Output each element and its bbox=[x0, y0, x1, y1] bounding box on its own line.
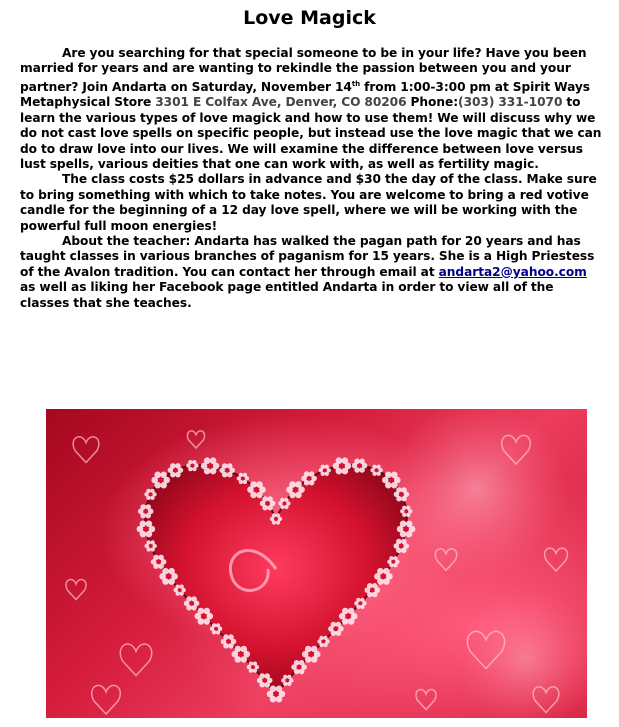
background-heart bbox=[73, 437, 99, 463]
paragraph-teacher bbox=[20, 234, 606, 311]
intro-text: Are you searching for that special someone to be in your life? Have you been married for years and are wanting to rekindle the passion between you and your partner? Join Andarta on Saturday, November 14 bbox=[20, 46, 587, 94]
background-heart bbox=[66, 579, 86, 599]
main-heart bbox=[145, 465, 407, 694]
email-link[interactable]: andarta2@yahoo.com bbox=[438, 264, 587, 279]
border-flower bbox=[267, 686, 286, 703]
date-ordinal: th bbox=[351, 79, 361, 88]
intro-description: to learn the various types of love magick and how to use them! We will discuss why we do not cast love spells on specific people, but instead use the love magic that we can do to draw love into our lives. We will examine the difference between love versus lust spells, various deities that one can work with, as well as fertility magic. bbox=[20, 95, 602, 171]
flyer-body bbox=[20, 46, 606, 311]
store-phone: (303) 331-1070 bbox=[458, 95, 563, 110]
store-address: 3301 E Colfax Ave, Denver, CO 80206 bbox=[155, 95, 407, 110]
heart-artwork bbox=[46, 409, 587, 718]
paragraph-intro bbox=[20, 46, 606, 172]
heart-illustration bbox=[46, 409, 587, 718]
background-glow bbox=[386, 409, 566, 579]
background-heart bbox=[545, 548, 568, 571]
intro-time-location: from 1:00-3:00 pm at Spirit Ways Metaphysical Store bbox=[20, 79, 590, 110]
background-heart bbox=[416, 689, 436, 709]
teacher-closing: as well as liking her Facebook page entitled Andarta in order to view all of the classes that she teaches. bbox=[20, 280, 554, 310]
paragraph-cost: The class costs $25 dollars in advance and $30 the day of the class. Make sure to bring something with which to take notes. You are welcome to bring a red votive candle for the beginning of a 12 day love spell, where we will be working with the powerful full moon energies! bbox=[20, 172, 597, 233]
background-heart bbox=[92, 685, 121, 714]
phone-label: Phone: bbox=[406, 95, 459, 110]
background-glow bbox=[456, 589, 587, 718]
background-heart bbox=[187, 431, 204, 448]
background-heart bbox=[120, 644, 151, 675]
teacher-text: About the teacher: Andarta has walked the pagan path for 20 years and has taught classes in various branches of paganism for 15 years. She is a High Priestess of the Avalon tradition. You can contact her through email at bbox=[20, 233, 595, 279]
page-title: Love Magick bbox=[243, 7, 376, 29]
